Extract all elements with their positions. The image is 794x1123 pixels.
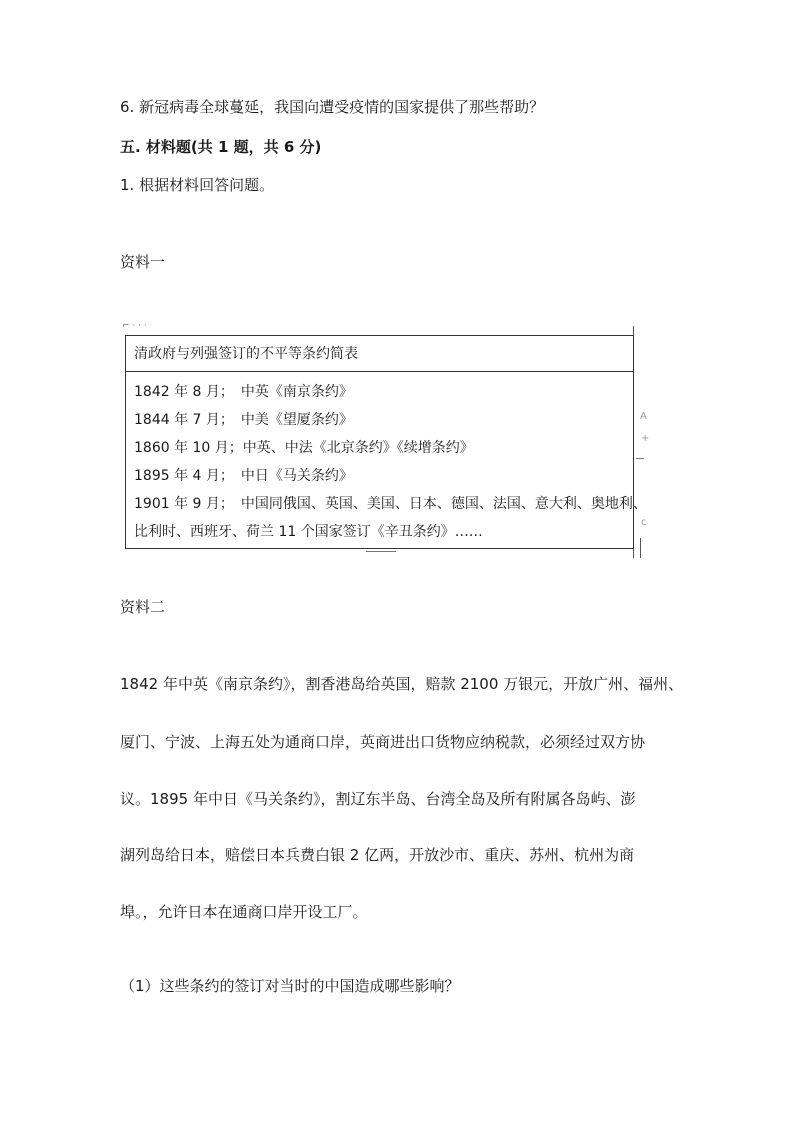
material-1-label: 资料一 xyxy=(120,253,166,271)
treaty-table xyxy=(125,335,647,549)
scan-artifact-dots: ⌐ · · · xyxy=(122,321,147,331)
treaty-row: 1901 年 9 月； 中国同俄国、英国、美国、日本、德国、法国、意大利、奥地利、 xyxy=(134,496,647,512)
section-title: 五. 材料题(共 1 题，共 6 分) xyxy=(120,138,322,156)
scan-artifact-mark: A xyxy=(640,411,647,422)
material-2-line: 厦门、宁波、上海五处为通商口岸，英商进出口货物应纳税款，必须经过双方协 xyxy=(120,733,646,751)
material-2-line: 湖列岛给日本，赔偿日本兵费白银 2 亿两，开放沙市、重庆、苏州、杭州为商 xyxy=(120,846,635,864)
treaty-row: 1844 年 7 月； 中美《望厦条约》 xyxy=(134,412,353,428)
scan-artifact-tick xyxy=(366,551,396,552)
material-2-line: 埠。，允许日本在通商口岸开设工厂。 xyxy=(120,903,368,921)
treaty-table-body xyxy=(126,372,647,546)
scan-artifact-mark: c xyxy=(641,517,647,528)
material-2-line: 1842 年中英《南京条约》，割香港岛给英国，赔款 2100 万银元，开放广州、福州、 xyxy=(120,675,684,693)
treaty-row: 1842 年 8 月； 中英《南京条约》 xyxy=(134,384,353,400)
treaty-table-title: 清政府与列强签订的不平等条约简表 xyxy=(126,336,633,372)
question-6: 6. 新冠病毒全球蔓延，我国向遭受疫情的国家提供了那些帮助？ xyxy=(120,98,545,116)
sub-question-1: （1）这些条约的签订对当时的中国造成哪些影响？ xyxy=(120,977,460,995)
material-2-line: 议。1895 年中日《马关条约》，割辽东半岛、台湾全岛及所有附属各岛屿、澎 xyxy=(120,790,636,808)
scan-artifact-tick xyxy=(636,458,644,459)
material-2-label: 资料二 xyxy=(120,598,166,616)
treaty-row: 比利时、西班牙、荷兰 11 个国家签订《辛丑条约》…… xyxy=(134,524,483,540)
treaty-row: 1895 年 4 月； 中日《马关条约》 xyxy=(134,468,353,484)
treaty-row: 1860 年 10 月；中英、中法《北京条约》《续增条约》 xyxy=(134,440,474,456)
scan-artifact-mark: + xyxy=(641,433,650,444)
question-1: 1. 根据材料回答问题。 xyxy=(120,176,275,194)
scan-artifact-line xyxy=(640,538,641,558)
